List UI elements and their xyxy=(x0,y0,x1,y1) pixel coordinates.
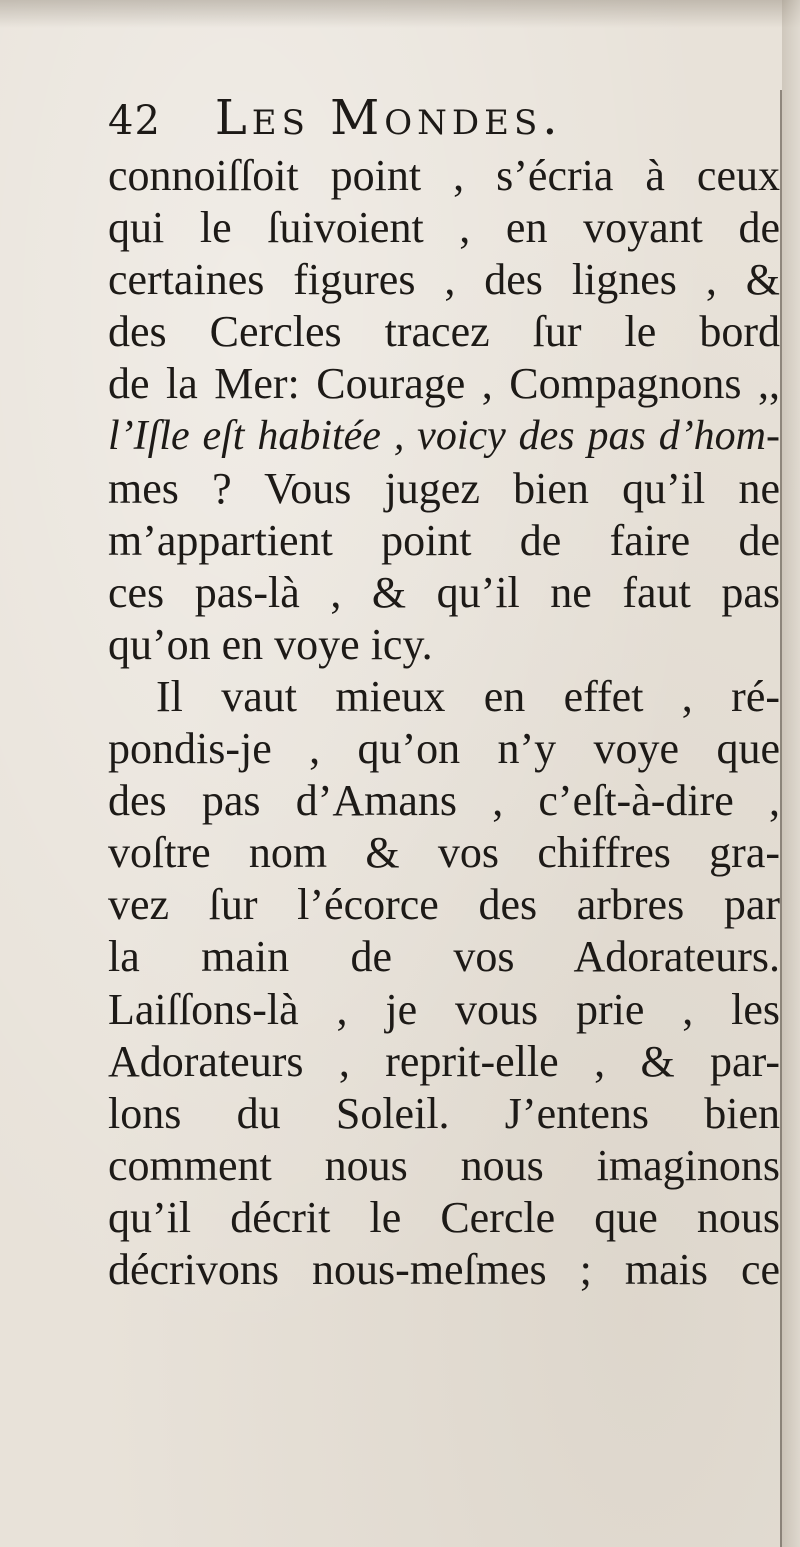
text-line: qu’il décrit le Cercle que nous xyxy=(108,1192,780,1242)
text-line: ces pas-là , & qu’il ne faut pas xyxy=(108,567,780,617)
text-line: l’Iſle eſt habitée , voicy des pas d’hom- xyxy=(108,413,780,460)
page-gutter-shade xyxy=(782,0,800,1547)
text-line: des pas d’Amans , c’eſt-à-dire , xyxy=(108,776,780,826)
text-line: lons du Soleil. J’entens bien xyxy=(108,1088,780,1138)
page-edge-line xyxy=(780,90,782,1547)
text-line: qu’on en voye icy. xyxy=(108,619,433,669)
text-line: qui le ſuivoient , en voyant de xyxy=(108,203,780,253)
page-header xyxy=(108,90,563,152)
text-line: vez ſur l’écorce des arbres par xyxy=(108,880,780,930)
text-line: m’appartient point de faire de xyxy=(108,515,780,565)
text-line: certaines figures , des lignes , & xyxy=(108,255,780,305)
text-line: mes ? Vous jugez bien qu’il ne xyxy=(108,463,780,513)
top-edge-shadow xyxy=(0,0,800,28)
text-line: voſtre nom & vos chiffres gra- xyxy=(108,828,780,878)
text-line: Adorateurs , reprit-elle , & par- xyxy=(108,1036,780,1086)
text-line: comment nous nous imaginons xyxy=(108,1140,780,1190)
text-line: décrivons nous-meſmes ; mais ce xyxy=(108,1244,780,1294)
running-title: Les Mondes. xyxy=(214,90,563,146)
text-line: des Cercles tracez ſur le bord xyxy=(108,307,780,357)
page-number: 42 xyxy=(108,98,161,144)
text-line: pondis-je , qu’on n’y voye que xyxy=(108,724,780,774)
body-text xyxy=(108,150,780,1296)
text-line: Laiſſons-là , je vous prie , les xyxy=(108,984,780,1034)
text-line: Il vaut mieux en effet , ré- xyxy=(156,671,780,721)
text-line: la main de vos Adorateurs. xyxy=(108,932,780,982)
text-line: de la Mer: Courage , Compagnons ,, xyxy=(108,359,780,409)
text-line: connoiſſoit point , s’écria à ceux xyxy=(108,151,780,200)
